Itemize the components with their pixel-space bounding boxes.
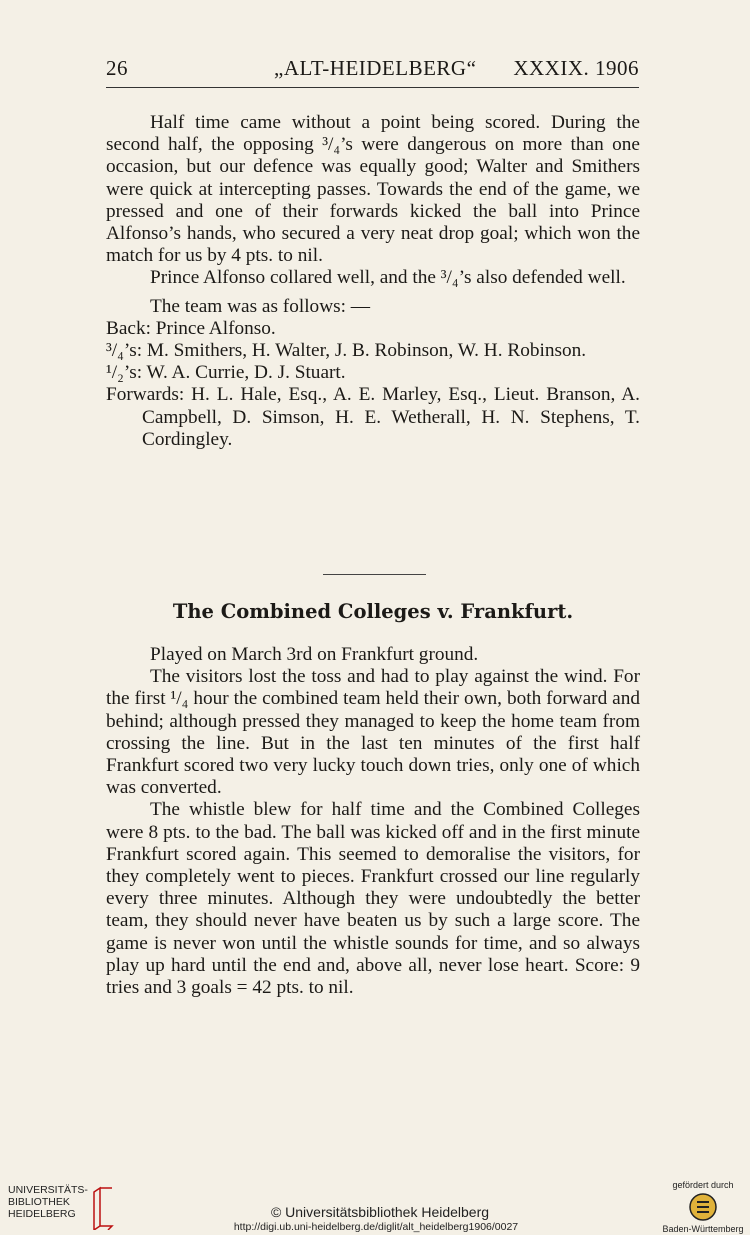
library-logo-icon	[90, 1186, 116, 1230]
section-heading: The Combined Colleges v. Frankfurt.	[172, 600, 574, 623]
source-url[interactable]: http://digi.ub.uni-heidelberg.de/diglit/alt_heidelberg1906/0027	[233, 1221, 519, 1233]
library-line: BIBLIOTHEK	[8, 1196, 70, 1208]
running-header	[106, 56, 639, 86]
paragraph: Played on March 3rd on Frankfurt ground.	[150, 644, 479, 665]
paragraph: The visitors lost the toss and had to play against the wind. For the first ¹/₄ hour the combined team held their own, both forward and behind; although pressed they managed to keep the home team from crossing the line. But in the last ten minutes of the first half Frankfurt scored two very lucky touch down tries, only one of which was converted.	[106, 666, 640, 799]
coat-of-arms-icon	[688, 1192, 718, 1222]
team-threequarters: ³/₄’s: M. Smithers, H. Walter, J. B. Robinson, W. H. Robinson.	[106, 340, 587, 362]
section-separator	[323, 574, 426, 575]
paragraph: The team was as follows: —	[150, 295, 371, 317]
library-line: UNIVERSITÄTS-	[8, 1184, 88, 1196]
team-back: Back: Prince Alfonso.	[106, 317, 276, 339]
journal-title: „ALT-HEIDELBERG“	[274, 56, 477, 80]
team-halves: ¹/₂’s: W. A. Currie, D. J. Stuart.	[106, 362, 346, 384]
funding-note	[658, 1180, 748, 1234]
section-match-report	[106, 112, 640, 451]
header-rule	[106, 87, 639, 88]
paragraph: Half time came without a point being scored. During the second half, the opposing ³/₄’s were dangerous on more than one occasion, but our defence was equally good; Walter and Smithers were quick at intercepting passes. Towards the end of the game, we pressed and one of their forwards kicked the ball into Prince Alfonso’s hands, who secured a very neat drop goal; which won the match for us by 4 pts. to nil.	[106, 112, 640, 267]
team-forwards: Forwards: H. L. Hale, Esq., A. E. Marley, Esq., Lieut. Branson, A. Campbell, D. Simson, H. E. Wetherall, H. N. Stephens, T. Cordingley.	[106, 384, 640, 450]
funder-name: Baden-Württemberg	[662, 1224, 744, 1234]
volume-year: XXXIX. 1906	[513, 56, 639, 80]
page-number: 26	[106, 56, 128, 80]
funded-by-label: gefördert durch	[672, 1180, 734, 1190]
paragraph: Prince Alfonso collared well, and the ³/₄’s also defended well.	[150, 267, 626, 289]
library-name	[8, 1184, 88, 1220]
library-line: HEIDELBERG	[8, 1208, 76, 1220]
section-frankfurt-report	[106, 644, 640, 999]
copyright-notice: © Universitätsbibliothek Heidelberg	[270, 1204, 490, 1220]
paragraph: The whistle blew for half time and the Combined Colleges were 8 pts. to the bad. The ball was kicked off and in the first minute Frankfurt scored again. This seemed to demoralise the visitors, for they completely went to pieces. Frankfurt crossed our line regularly every three minutes. Although they were undoubtedly the better team, they should never have beaten us by such a large score. The game is never won until the whistle sounds for time, and so always play up hard until the end and, above all, never lose heart. Score: 9 tries and 3 goals = 42 pts. to nil.	[106, 799, 640, 999]
